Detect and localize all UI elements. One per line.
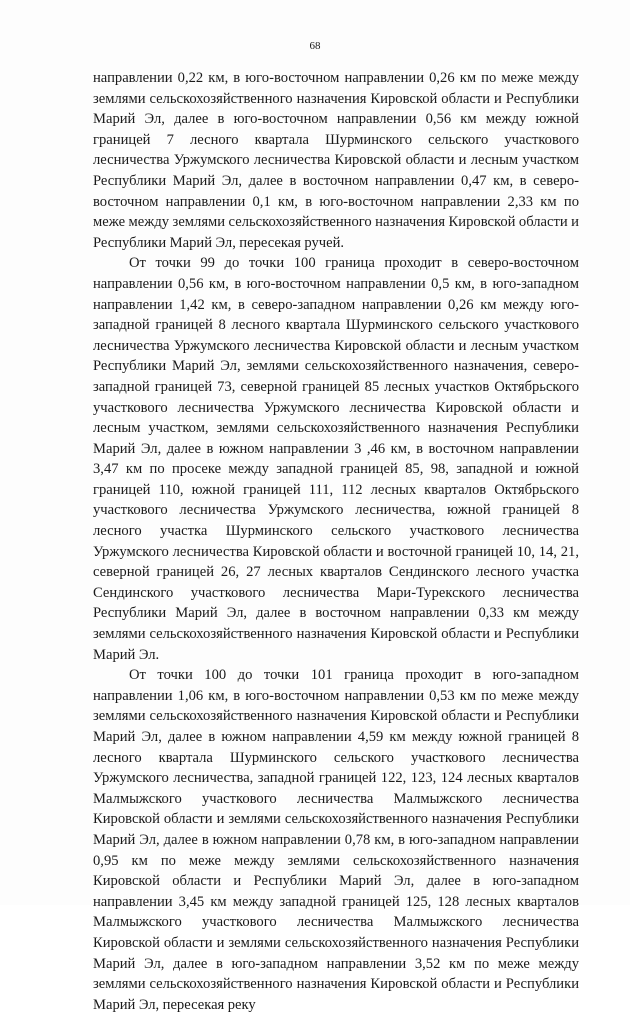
paragraph-point-99-100: От точки 99 до точки 100 граница проходит в северо-восточном направлении 0,56 км, в юго-восточном направлении 0,5 км, в юго-западном направлении 1,42 км, в северо-западном направлении 0,26 км между юго-западной границей 8 лесного квартала Шурминского сельского участкового лесничества Уржумского лесничества Кировской области и лесным участком Республики Марий Эл, землями сельскохозяйственного назначения, северо-западной границей 73, северной границей 85 лесных участков Октябрьского участкового лесничества Уржумского лесничества Кировской области и лесным участком, землями сельскохозяйственного назначения Республики Марий Эл, далее в южном направлении 3 ,46 км, в восточном направлении 3,47 км по просеке между западной границей 85, 98, западной и южной границей 110, южной границей 111, 112 лесных кварталов Октябрьского участкового лесничества Уржумского лесничества, южной границей 8 лесного участка Шурминского сельского участкового лесничества Уржумского лесничества Кировской области и восточной границей 10, 14, 21, северной границей 26, 27 лесных кварталов Сендинского лесного участка Сендинского участкового лесничества Мари-Турекского лесничества Республики Марий Эл, далее в восточном направлении 0,33 км между землями сельскохозяйственного назначения Кировской области и Республики Марий Эл. [93,255,579,663]
document-body [93,68,579,1015]
paragraph-point-100-101: От точки 100 до точки 101 граница проходит в юго-западном направлении 1,06 км, в юго-восточном направлении 0,53 км по меже между землями сельскохозяйственного назначения Кировской области и Республики Марий Эл, далее в южном направлении 4,59 км между южной границей 8 лесного квартала Шурминского сельского участкового лесничества Уржумского лесничества, западной границей 122, 123, 124 лесных кварталов Малмыжского участкового лесничества Малмыжского лесничества Кировской области и землями сельскохозяйственного назначения Республики Марий Эл, далее в южном направлении 0,78 км, в юго-западном направлении 0,95 км по меже между землями сельскохозяйственного назначения Кировской области и Республики Марий Эл, далее в юго-западном направлении 3,45 км между западной границей 125, 128 лесных кварталов Малмыжского участкового лесничества Малмыжского лесничества Кировской области и землями сельскохозяйственного назначения Республики Марий Эл, далее в юго-западном направлении 3,52 км по меже между землями сельскохозяйственного назначения Кировской области и Республики Марий Эл, пересекая реку [93,667,579,1013]
paragraph-continuation: направлении 0,22 км, в юго-восточном направлении 0,26 км по меже между землями сельскохозяйственного назначения Кировской области и Республики Марий Эл, далее в юго-восточном направлении 0,56 км между южной границей 7 лесного квартала Шурминского сельского участкового лесничества Уржумского лесничества Кировской области и лесным участком Республики Марий Эл, далее в восточном направлении 0,47 км, в северо-восточном направлении 0,1 км, в юго-восточном направлении 2,33 км по меже между землями сельскохозяйственного назначения Кировской области и Республики Марий Эл, пересекая ручей. [93,70,579,251]
page-number: 68 [309,40,321,52]
